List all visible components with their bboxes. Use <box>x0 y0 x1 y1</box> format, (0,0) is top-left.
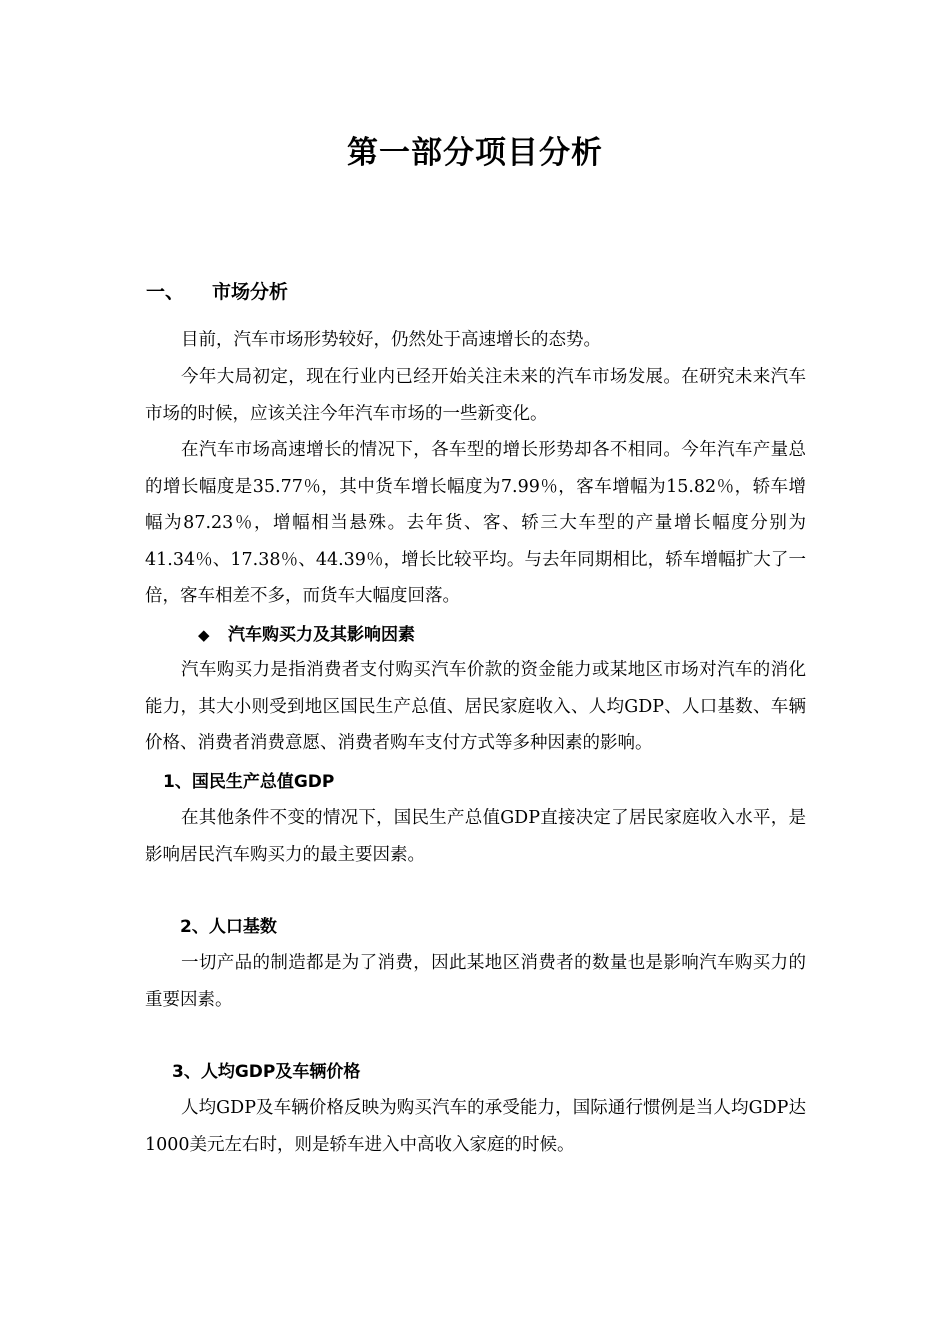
bullet-heading <box>198 618 415 652</box>
page-title: 第一部分项目分析 <box>347 135 603 171</box>
factor-heading-2: 2、人口基数 <box>180 917 277 937</box>
section-number: 一、 <box>146 281 185 303</box>
diamond-bullet-icon: ◆ <box>198 626 210 644</box>
factor-text-2: 一切产品的制造都是为了消费，因此某地区消费者的数量也是影响汽车购买力的重要因素。 <box>145 953 806 1010</box>
factor-heading-3: 3、人均GDP及车辆价格 <box>172 1062 361 1082</box>
section-heading-text: 市场分析 <box>212 281 289 303</box>
paragraph-growth-stats: 在汽车市场高速增长的情况下，各车型的增长形势却各不相同。今年汽车产量总的增长幅度是35.77％，其中货车增长幅度为7.99％，客车增幅为15.82％，轿车增幅为87.23％，增幅相当悬殊。去年货、客、轿三大车型的产量增长幅度分别为41.34％、17.38％、44.39％，增长比较平均。与去年同期相比，轿车增幅扩大了一倍，客车相差不多，而货车大幅度回落。 <box>145 440 806 606</box>
bullet-heading-text: 汽车购买力及其影响因素 <box>228 625 415 645</box>
section-heading <box>146 276 288 308</box>
factor-text-3: 人均GDP及车辆价格反映为购买汽车的承受能力，国际通行惯例是当人均GDP达1000美元左右时，则是轿车进入中高收入家庭的时候。 <box>145 1098 806 1155</box>
paragraph-market-outlook: 今年大局初定，现在行业内已经开始关注未来的汽车市场发展。在研究未来汽车市场的时候，应该关注今年汽车市场的一些新变化。 <box>145 367 806 424</box>
factor-heading-1: 1、国民生产总值GDP <box>163 772 335 792</box>
paragraph-intro: 目前，汽车市场形势较好，仍然处于高速增长的态势。 <box>181 330 601 350</box>
paragraph-purchasing-power: 汽车购买力是指消费者支付购买汽车价款的资金能力或某地区市场对汽车的消化能力，其大小则受到地区国民生产总值、居民家庭收入、人均GDP、人口基数、车辆价格、消费者消费意愿、消费者购车支付方式等多种因素的影响。 <box>145 660 806 753</box>
factor-text-1: 在其他条件不变的情况下，国民生产总值GDP直接决定了居民家庭收入水平，是影响居民汽车购买力的最主要因素。 <box>145 808 806 865</box>
